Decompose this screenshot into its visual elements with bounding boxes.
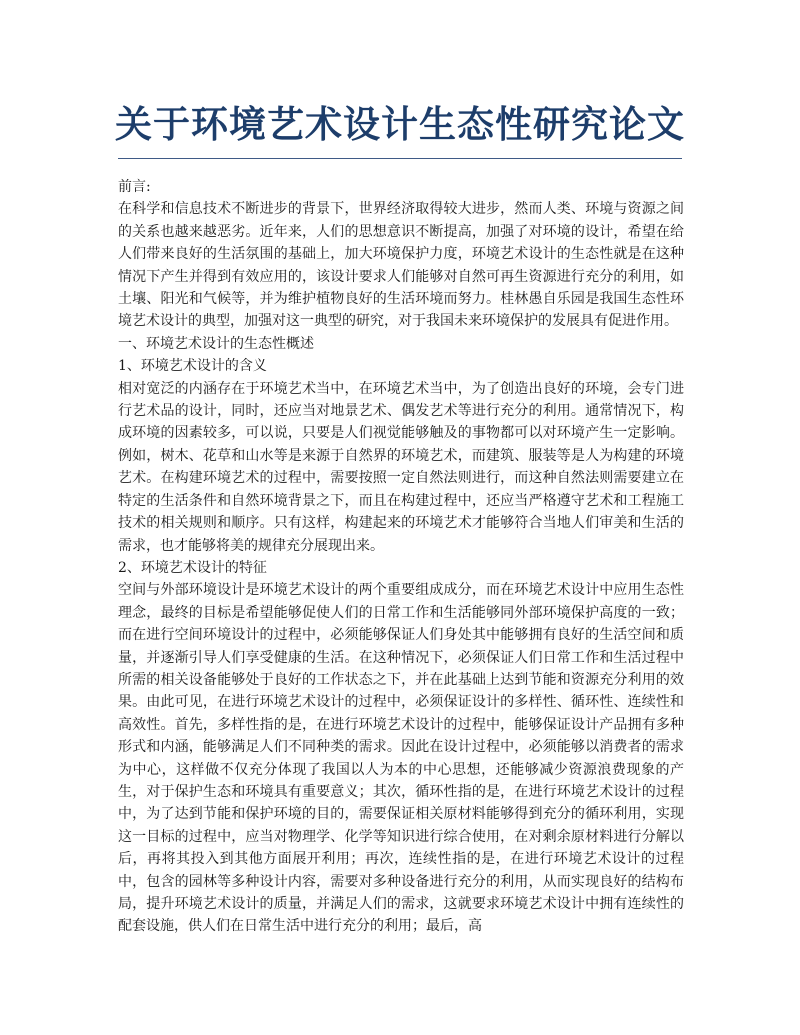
section-heading: 一、环境艺术设计的生态性概述 — [118, 335, 314, 352]
paragraph-preface-label: 前言: — [118, 179, 151, 195]
subsection-heading: 2、环境艺术设计的特征 — [118, 559, 267, 576]
paragraph: 在科学和信息技术不断进步的背景下，世界经济取得较大进步，然而人类、环境与资源之间的关系也越来越恶劣。近年来，人们的思想意识不断提高，加强了对环境的设计，希望在给人们带来良好的生活氛围的基础上，加大环境保护力度，环境艺术设计的生态性就是在这种情况下产生并得到有效应用的，该设计要求人们能够对自然可再生资源进行充分的利用，如土壤、阳光和气候等，并为维护植物良好的生活环境而努力。桂林愚自乐园是我国生态性环境艺术设计的典型，加强对这一典型的研究，对于我国未来环境保护的发展具有促进作用。 — [118, 201, 684, 330]
subsection-heading: 1、环境艺术设计的含义 — [118, 358, 267, 375]
document-title: 关于环境艺术设计生态性研究论文 — [115, 103, 685, 146]
title-divider — [118, 158, 682, 159]
paragraph: 相对宽泛的内涵存在于环境艺术当中，在环境艺术当中，为了创造出良好的环境，会专门进行艺术品的设计，同时，还应当对地景艺术、偶发艺术等进行充分的利用。通常情况下，构成环境的因素较多，可以说，只要是人们视觉能够触及的事物都可以对环境产生一定影响。例如，树木、花草和山水等是来源于自然界的环境艺术，而建筑、服装等是人为构建的环境艺术。在构建环境艺术的过程中，需要按照一定自然法则进行，而这种自然法则需要建立在特定的生活条件和自然环境背景之下，而且在构建过程中，还应当严格遵守艺术和工程施工技术的相关规则和顺序。只有这样，构建起来的环境艺术才能够符合当地人们审美和生活的需求，也才能够将美的规律充分展现出来。 — [118, 380, 684, 554]
paragraph: 空间与外部环境设计是环境艺术设计的两个重要组成成分，而在环境艺术设计中应用生态性理念，最终的目标是希望能够促使人们的日常工作和生活能够同外部环境保护高度的一致；而在进行空间环境设计的过程中，必须能够保证人们身处其中能够拥有良好的生活空间和质量，并逐渐引导人们享受健康的生活。在这种情况下，必须保证人们日常工作和生活过程中所需的相关设备能够处于良好的工作状态之下，并在此基础上达到节能和资源充分利用的效果。由此可见，在进行环境艺术设计的过程中，必须保证设计的多样性、循环性、连续性和高效性。首先，多样性指的是，在进行环境艺术设计的过程中，能够保证设计产品拥有多种形式和内涵，能够满足人们不同种类的需求。因此在设计过程中，必须能够以消费者的需求为中心，这样做不仅充分体现了我国以人为本的中心思想，还能够减少资源浪费现象的产生，对于保护生态和环境具有重要意义；其次，循环性指的是，在进行环境艺术设计的过程中，为了达到节能和保护环境的目的，需要保证相关原材料能够得到充分的循环利用，实现这一目标的过程中，应当对物理学、化学等知识进行综合使用，在对剩余原材料进行分解以后，再将其投入到其他方面展开利用；再次，连续性指的是，在进行环境艺术设计的过程中，包含的园林等多种设计内容，需要对多种设备进行充分的利用，从而实现良好的结构布局，提升环境艺术设计的质量，并满足人们的需求，这就要求环境艺术设计中拥有连续性的配套设施，供人们在日常生活中进行充分的利用；最后，高 — [118, 582, 684, 935]
document-body — [118, 176, 684, 938]
